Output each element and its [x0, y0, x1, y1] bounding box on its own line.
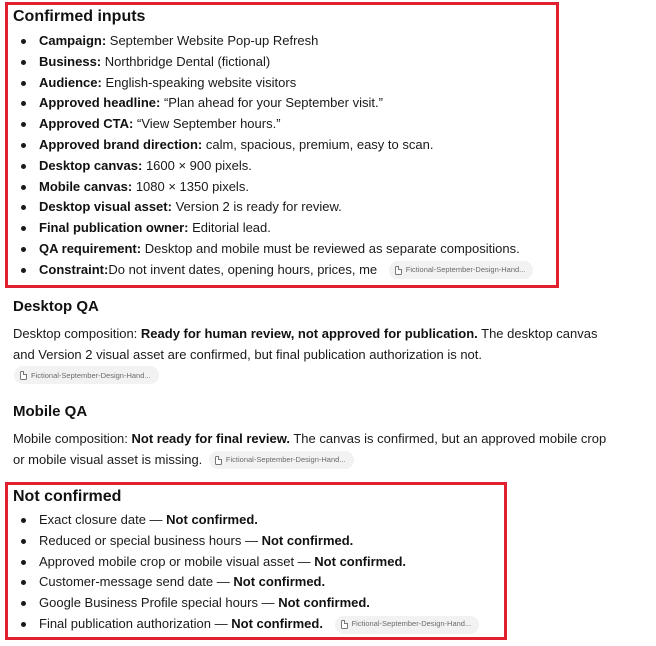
desktop-qa-text: The desktop canvas: [477, 326, 598, 341]
item-text: Customer-message send date —: [39, 574, 234, 590]
not-confirmed-list: [13, 510, 479, 635]
list-item: [13, 614, 479, 635]
item-label: Business:: [39, 53, 102, 69]
list-item: [13, 593, 479, 614]
item-value: English-speaking website visitors: [101, 74, 297, 90]
desktop-qa-paragraph: [13, 324, 643, 365]
item-text: Final publication authorization —: [39, 615, 232, 631]
bullet: [21, 622, 26, 627]
desktop-qa-heading: Desktop QA: [13, 298, 99, 315]
list-item: [13, 572, 479, 593]
item-label: Approved headline:: [39, 95, 161, 111]
list-item: [13, 93, 533, 114]
mobile-qa-prefix: Mobile composition:: [13, 431, 132, 446]
bullet: [21, 226, 26, 231]
item-label: Desktop canvas:: [39, 157, 143, 173]
list-item: [13, 552, 479, 573]
desktop-qa-status: Ready for human review, not approved for publication.: [140, 326, 478, 341]
item-label: Campaign:: [39, 33, 107, 48]
list-item: [13, 510, 479, 531]
mobile-qa-heading: Mobile QA: [13, 403, 88, 420]
item-text: Approved mobile crop or mobile visual asset —: [39, 553, 315, 569]
source-chip-label: Fictional-September-Design-Hand...: [405, 264, 526, 274]
mobile-qa-text: The canvas is confirmed, but an approved mobile crop: [289, 431, 607, 446]
item-label: Approved CTA:: [39, 116, 134, 132]
list-item: [13, 260, 533, 281]
desktop-qa-text-2: and Version 2 visual asset are confirmed, but final publication authorization is not.: [13, 346, 482, 362]
mobile-qa-status: Not ready for final review.: [131, 431, 290, 446]
source-citation-chip[interactable]: [14, 366, 159, 384]
item-value: 1600 × 900 pixels.: [142, 157, 252, 173]
bullet: [21, 81, 26, 86]
confirmed-inputs-list: [13, 31, 533, 281]
item-status: Not confirmed.: [166, 512, 258, 527]
list-item: [13, 218, 533, 239]
item-status: Not confirmed.: [278, 595, 370, 611]
not-confirmed-heading: Not confirmed: [13, 488, 122, 505]
mobile-qa-text-2: or mobile visual asset is missing.: [13, 451, 203, 467]
item-value: calm, spacious, premium, easy to scan.: [202, 136, 434, 152]
item-value: Version 2 is ready for review.: [171, 199, 342, 215]
list-item: [13, 52, 533, 73]
item-label: Mobile canvas:: [39, 178, 133, 194]
item-value: Desktop and mobile must be reviewed as separate compositions.: [141, 240, 520, 256]
bullet: [21, 205, 26, 210]
list-item: [13, 156, 533, 177]
item-value: 1080 × 1350 pixels.: [132, 178, 249, 194]
source-citation-chip[interactable]: [335, 616, 480, 634]
list-item: [13, 73, 533, 94]
item-label: QA requirement:: [39, 240, 142, 256]
item-label: Audience:: [39, 74, 102, 90]
item-value: Editorial lead.: [188, 220, 271, 236]
bullet: [21, 601, 26, 606]
bullet: [21, 185, 26, 190]
item-label: Constraint:: [39, 261, 109, 277]
list-item: [13, 239, 533, 260]
bullet: [21, 539, 26, 544]
item-label: Final publication owner:: [39, 220, 189, 236]
item-text: Reduced or special business hours —: [39, 532, 262, 548]
document-icon: [395, 266, 402, 275]
bullet: [21, 268, 26, 273]
document-icon: [341, 620, 348, 629]
item-text: Exact closure date —: [39, 512, 167, 527]
bullet: [21, 122, 26, 127]
mobile-qa-paragraph: [13, 429, 643, 470]
item-value: Northbridge Dental (fictional): [101, 53, 271, 69]
item-status: Not confirmed.: [233, 574, 326, 590]
source-chip-label: Fictional-September-Design-Hand...: [351, 619, 472, 629]
document-icon: [215, 456, 222, 465]
list-item: [13, 177, 533, 198]
desktop-qa-prefix: Desktop composition:: [13, 326, 141, 341]
item-status: Not confirmed.: [314, 553, 407, 569]
item-value: “View September hours.”: [133, 116, 281, 132]
document-icon: [20, 371, 27, 380]
bullet: [21, 143, 26, 148]
bullet: [21, 39, 26, 44]
bullet: [21, 60, 26, 65]
item-value: “Plan ahead for your September visit.”: [160, 95, 383, 111]
list-item: [13, 114, 533, 135]
list-item: [13, 135, 533, 156]
list-item: [13, 31, 533, 52]
item-value: Do not invent dates, opening hours, prices, me: [108, 261, 378, 277]
item-status: Not confirmed.: [261, 532, 354, 548]
list-item: [13, 197, 533, 218]
item-text: Google Business Profile special hours —: [39, 595, 279, 611]
source-citation-chip[interactable]: [209, 451, 354, 469]
item-label: Approved brand direction:: [39, 136, 203, 152]
bullet: [21, 164, 26, 169]
source-chip-label: Fictional-September-Design-Hand...: [225, 454, 346, 464]
item-value: September Website Pop-up Refresh: [106, 33, 319, 48]
list-item: [13, 531, 479, 552]
source-chip-label: Fictional-September-Design-Hand...: [31, 370, 151, 380]
bullet: [21, 247, 26, 252]
bullet: [21, 518, 26, 523]
item-status: Not confirmed.: [231, 615, 323, 631]
item-label: Desktop visual asset:: [39, 199, 172, 215]
confirmed-inputs-heading: Confirmed inputs: [13, 8, 146, 25]
bullet: [21, 560, 26, 565]
bullet: [21, 101, 26, 106]
source-citation-chip[interactable]: [389, 261, 534, 279]
bullet: [21, 580, 26, 585]
